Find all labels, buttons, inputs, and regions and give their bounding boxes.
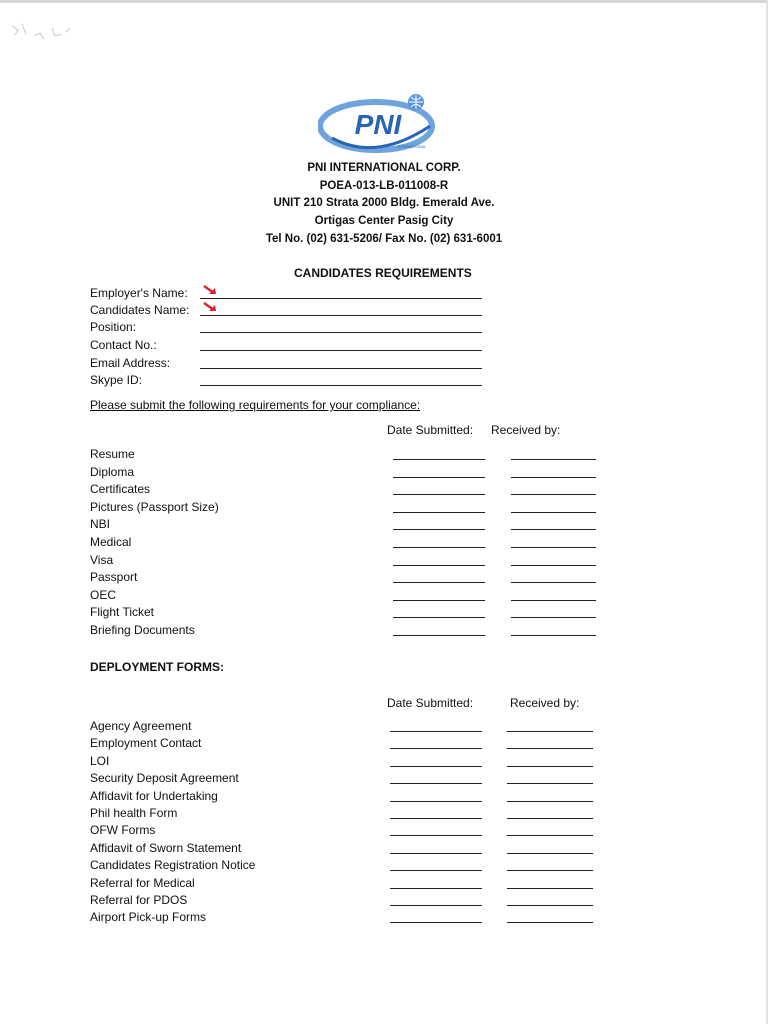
dep-date-submitted-field[interactable] [390, 888, 482, 889]
req-item-label: Diploma [90, 464, 135, 479]
contact-no-field[interactable] [200, 350, 482, 351]
position-label: Position: [90, 320, 137, 334]
dep-date-submitted-field[interactable] [390, 853, 482, 854]
dep-item-label: LOI [90, 753, 110, 768]
req-item-label: Pictures (Passport Size) [90, 499, 219, 514]
req-date-submitted-field[interactable] [393, 529, 485, 530]
dep-date-submitted-field[interactable] [390, 766, 482, 767]
page-edge-top [0, 0, 768, 3]
dep-col-date-submitted: Date Submitted: [387, 696, 474, 710]
req-received-by-field[interactable] [511, 459, 596, 460]
req-date-submitted-field[interactable] [393, 617, 485, 618]
req-date-submitted-field[interactable] [393, 547, 485, 548]
dep-item-label: Phil health Form [90, 806, 178, 820]
dep-item-label: Referral for Medical [90, 875, 195, 890]
dep-item-label: Affidavit for Undertaking [90, 788, 218, 803]
req-item-label: Passport [90, 570, 138, 585]
dep-item-label: Employment Contact [90, 736, 202, 751]
dep-date-submitted-field[interactable] [390, 801, 482, 802]
dep-received-by-field[interactable] [507, 783, 593, 784]
req-received-by-field[interactable] [511, 582, 596, 583]
logo-subtext: INTERNATIONAL [398, 145, 426, 149]
position-field[interactable] [200, 332, 482, 333]
form-title: CANDIDATES REQUIREMENTS [294, 266, 472, 280]
req-received-by-field[interactable] [511, 600, 596, 601]
req-date-submitted-field[interactable] [393, 582, 485, 583]
dep-date-submitted-field[interactable] [390, 835, 482, 836]
dep-date-submitted-field[interactable] [390, 748, 482, 749]
dep-received-by-field[interactable] [507, 731, 593, 732]
req-item-label: Medical [90, 535, 132, 549]
req-item-label: OEC [90, 587, 117, 602]
dep-date-submitted-field[interactable] [390, 731, 482, 732]
employer-name-label: Employer's Name: [90, 286, 188, 300]
instruction-text: Please submit the following requirements for your compliance: [90, 398, 421, 412]
dep-item-label: Agency Agreement [90, 719, 192, 733]
email-address-field[interactable] [200, 368, 482, 369]
req-received-by-field[interactable] [511, 494, 596, 495]
req-received-by-field[interactable] [511, 512, 596, 513]
dep-date-submitted-field[interactable] [390, 905, 482, 906]
email-address-label: Email Address: [90, 356, 171, 370]
skype-id-label: Skype ID: [90, 373, 143, 387]
employer-name-field[interactable] [200, 298, 482, 299]
req-item-label: NBI [90, 517, 111, 532]
contact-line: Tel No. (02) 631-5206/ Fax No. (02) 631-6001 [265, 233, 503, 245]
req-col-date-submitted: Date Submitted: [387, 423, 474, 437]
req-received-by-field[interactable] [511, 529, 596, 530]
dep-item-label: Referral for PDOS [90, 893, 188, 907]
req-date-submitted-field[interactable] [393, 477, 485, 478]
skype-id-field[interactable] [200, 385, 482, 386]
red-arrow-icon [203, 285, 219, 297]
dep-received-by-field[interactable] [507, 766, 593, 767]
dep-date-submitted-field[interactable] [390, 922, 482, 923]
address-line-1: UNIT 210 Strata 2000 Bldg. Emerald Ave. [273, 197, 495, 209]
dep-received-by-field[interactable] [507, 870, 593, 871]
dep-received-by-field[interactable] [507, 748, 593, 749]
req-col-received-by: Received by: [491, 423, 561, 437]
req-received-by-field[interactable] [511, 635, 596, 636]
req-received-by-field[interactable] [511, 617, 596, 618]
dep-received-by-field[interactable] [507, 905, 593, 906]
req-received-by-field[interactable] [511, 477, 596, 478]
req-received-by-field[interactable] [511, 547, 596, 548]
license-number: POEA-013-LB-011008-R [319, 180, 449, 192]
logo-text: PNI [354, 109, 402, 140]
dep-item-label: OFW Forms [90, 823, 156, 838]
candidate-name-field[interactable] [200, 315, 482, 316]
req-received-by-field[interactable] [511, 565, 596, 566]
dep-item-label: Security Deposit Agreement [90, 771, 239, 786]
scan-marks [8, 18, 88, 48]
dep-received-by-field[interactable] [507, 853, 593, 854]
req-item-label: Resume [90, 447, 135, 461]
req-date-submitted-field[interactable] [393, 635, 485, 636]
contact-no-label: Contact No.: [90, 338, 157, 352]
req-date-submitted-field[interactable] [393, 600, 485, 601]
dep-date-submitted-field[interactable] [390, 783, 482, 784]
company-name: PNI INTERNATIONAL CORP. [307, 162, 461, 174]
dep-item-label: Airport Pick-up Forms [90, 910, 207, 925]
req-item-label: Certificates [90, 482, 151, 497]
red-arrow-icon [203, 302, 219, 314]
req-date-submitted-field[interactable] [393, 512, 485, 513]
dep-received-by-field[interactable] [507, 888, 593, 889]
dep-col-received-by: Received by: [510, 696, 580, 710]
req-item-label: Briefing Documents [90, 623, 195, 637]
dep-item-label: Candidates Registration Notice [90, 858, 256, 873]
dep-date-submitted-field[interactable] [390, 818, 482, 819]
dep-received-by-field[interactable] [507, 835, 593, 836]
dep-received-by-field[interactable] [507, 801, 593, 802]
company-logo [318, 92, 444, 156]
req-item-label: Flight Ticket [90, 605, 155, 620]
req-date-submitted-field[interactable] [393, 494, 485, 495]
req-date-submitted-field[interactable] [393, 459, 485, 460]
dep-date-submitted-field[interactable] [390, 870, 482, 871]
req-date-submitted-field[interactable] [393, 565, 485, 566]
deployment-forms-heading: DEPLOYMENT FORMS: [90, 660, 224, 674]
dep-received-by-field[interactable] [507, 922, 593, 923]
address-line-2: Ortigas Center Pasig City [314, 215, 454, 227]
req-item-label: Visa [90, 552, 114, 567]
dep-item-label: Affidavit of Sworn Statement [90, 840, 242, 855]
candidate-name-label: Candidates Name: [90, 303, 190, 317]
dep-received-by-field[interactable] [507, 818, 593, 819]
